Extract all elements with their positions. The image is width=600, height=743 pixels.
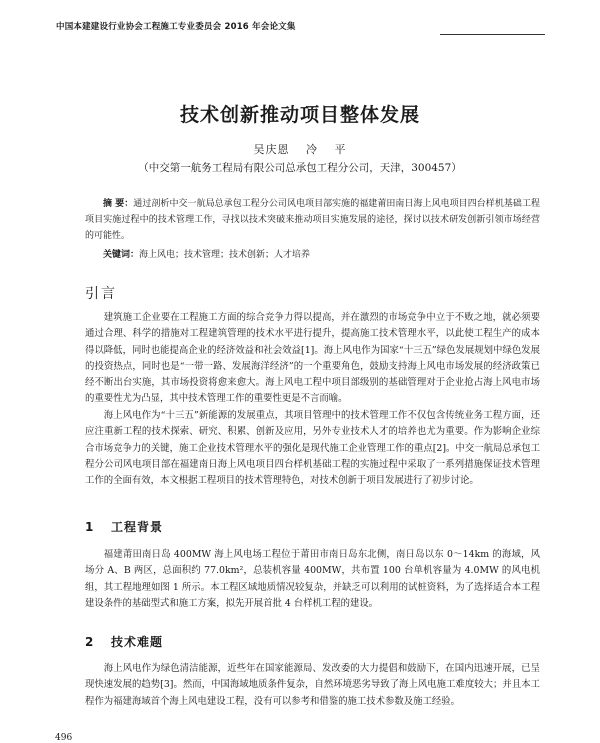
authors: 吴庆恩 冷 平 xyxy=(253,143,347,156)
page-number: 496 xyxy=(55,733,73,743)
section-number: 1 xyxy=(85,520,95,534)
intro-heading: 引言 xyxy=(85,286,117,302)
section-title: 工程背景 xyxy=(111,520,164,534)
section-paragraph: 福建莆田南日岛 400MW 海上风电场工程位于莆田市南日岛东北侧，南日岛以东 0～14km 的海域，风场分 A、B 两区，总面积约 77.0km²，总装机容量 400MW，共布置 100 台单机容量为 4.0MW 的风电机组，其工程地理如图 1 所示。本工程区域地质情况较复杂，并缺乏可以利用的试桩资料，为了选择适合本工程建设条件的基础型式和施工方案，拟先开展首批 4 台样机工程的建设。 xyxy=(85,549,540,609)
affiliation: （中交第一航务工程局有限公司总承包工程分公司，天津，300457） xyxy=(138,162,462,174)
intro-paragraph: 海上风电作为“十三五”新能源的发展重点，其项目管理中的技术管理工作不仅包含传统业务工程方面，还应注重新工程的技术探索、研究、积累、创新及应用，另外专业技术人才的培养也尤为重要。作为影响企业综合市场竞争力的关键，施工企业技术管理水平的强化是现代施工企业管理工作的重点[2]。中交一航局总承包工程分公司风电项目部在福建南日海上风电项目四台样机基础工程的实施过程中采取了一系列措施保证技术管理工作的全面有效，本文根据工程项目的技术管理特色，对技术创新于项目发展进行了初步讨论。 xyxy=(85,410,540,487)
section-number: 2 xyxy=(85,635,95,649)
header-rule xyxy=(440,34,545,35)
section-title: 技术难题 xyxy=(111,635,164,649)
section-paragraph: 海上风电作为绿色清洁能源，近些年在国家能源局、发改委的大力提倡和鼓励下，在国内迅速开展，已呈现快速发展的趋势[3]。然而，中国海域地质条件复杂，自然环境恶劣导致了海上风电施工难度较大；并且本工程作为福建海域首个海上风电建设工程，没有可以参考和借鉴的施工技术参数及施工经验。 xyxy=(85,663,540,707)
abstract-text: 通过剖析中交一航局总承包工程分公司风电项目部实施的福建莆田南日海上风电项目四台样机基础工程项目实施过程中的技术管理工作，寻找以技术突破来推动项目实施发展的途径，探讨以技术研发创新引领市场经营的可能性。 xyxy=(85,199,540,241)
keywords-label: 关键词： xyxy=(103,250,140,260)
keywords xyxy=(85,247,540,263)
paper-title: 技术创新推动项目整体发展 xyxy=(179,104,420,126)
running-head: 中国本建建设行业协会工程施工专业委员会 2016 年会论文集 xyxy=(56,22,296,32)
section-heading xyxy=(85,633,163,650)
abstract xyxy=(85,196,540,244)
intro-paragraph: 建筑施工企业要在工程施工方面的综合竞争力得以提高，并在激烈的市场竞争中立于不败之地，就必须要通过合理、科学的措施对工程建筑管理的技术水平进行提升，提高施工技术管理水平，以此使工程生产的成本得以降低，同时也能提高企业的经济效益和社会效益[1]。海上风电作为国家“十三五”绿色发展规划中绿色发展的投资热点，同时也是“一带一路、发展海洋经济”的一个重要角色，鼓励支持海上风电市场发展的经济政策已经不断出台实施，其市场投资将愈来愈大。海上风电工程中项目部级别的基础管理对于企业抢占海上风电市场的重要性尤为凸显，其中技术管理工作的重要性更是不言而喻。 xyxy=(85,312,540,405)
abstract-label: 摘 要： xyxy=(103,199,134,209)
keywords-text: 海上风电；技术管理；技术创新；人才培养 xyxy=(139,250,311,260)
section-heading xyxy=(85,518,163,535)
